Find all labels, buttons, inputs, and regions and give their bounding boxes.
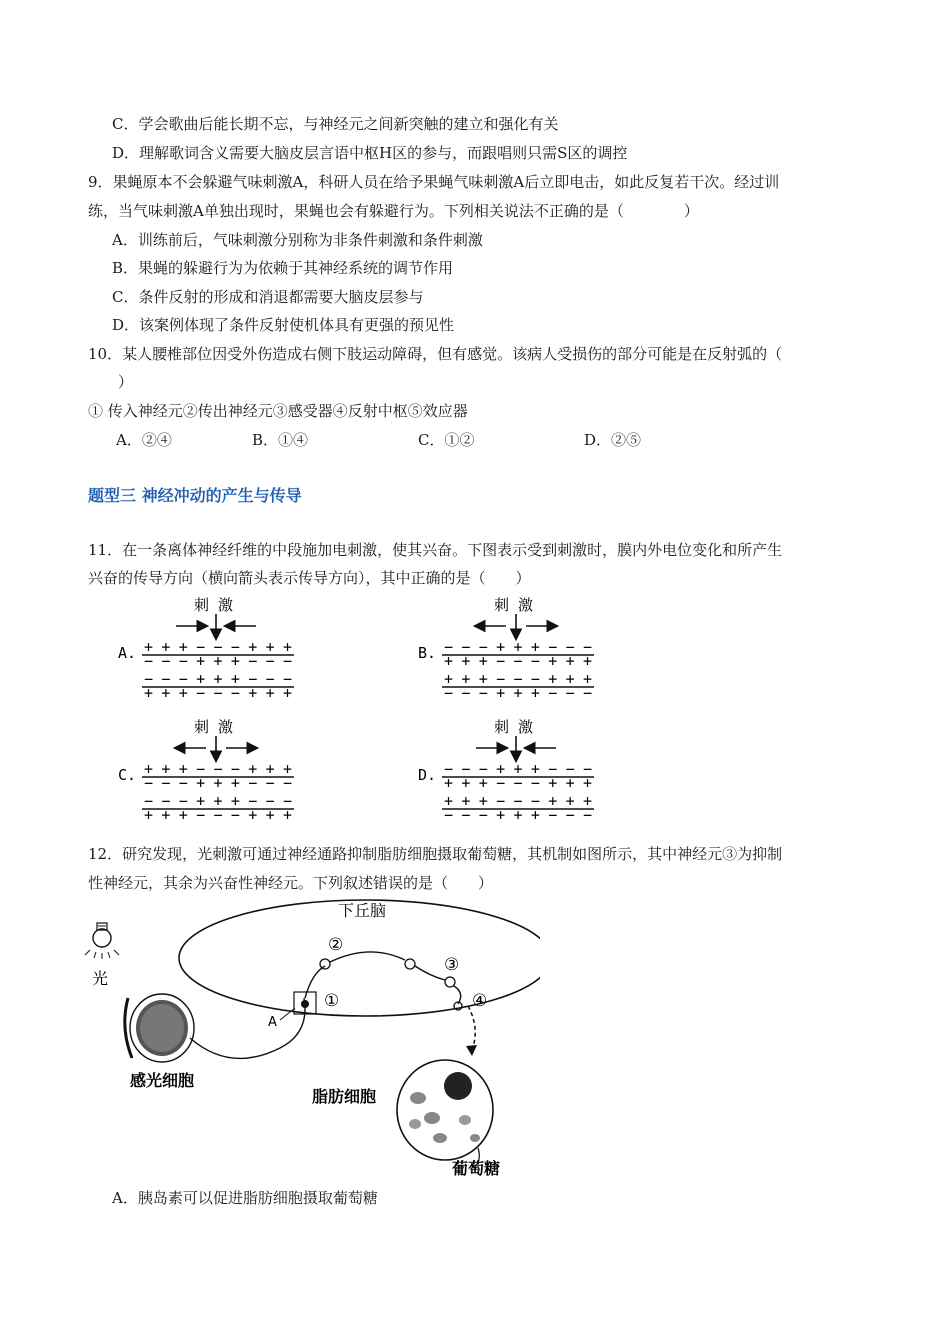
q11-charge-row: −−−+++−−− [144,670,292,688]
q11-membrane-diagrams [0,592,950,837]
q11-stem-line2: 兴奋的传导方向（横向箭头表示传导方向），其中正确的是（ ） [88,569,531,587]
q10-option-a: A．②④ [116,431,172,449]
q9-stem-line2: 练，当气味刺激A单独出现时，果蝇也会有躲避行为。下列相关说法不正确的是（ ） [88,202,699,220]
q11-panel-b [418,596,594,702]
q9-option-d: D．该案例体现了条件反射使机体具有更强的预见性 [112,316,455,334]
q11-charge-row: −−−+++−−− [144,792,292,810]
q11-charge-row: +++−−−+++ [144,760,292,778]
q11-stimulus-label: 刺 激 [194,718,234,736]
q10-stem-line1: 10．某人腰椎部位因受外伤造成右侧下肢运动障碍，但有感觉。该病人受损伤的部分可能是在反射弧的（ [88,345,783,363]
q12-stem-line1: 12．研究发现，光刺激可通过神经通路抑制脂肪细胞摄取葡萄糖，其机制如图所示，其中神经元③为抑制 [88,845,783,863]
q11-charge-row: +++−−−+++ [444,652,592,670]
q10-option-c: C．①② [418,431,475,449]
q9-option-b: B．果蝇的躲避行为为依赖于其神经系统的调节作用 [112,259,454,277]
q10-option-d: D．②⑤ [584,431,642,449]
q11-charge-row: +++−−−+++ [444,792,592,810]
q11-charge-row: −−−+++−−− [444,638,592,656]
q11-stem-line1: 11．在一条离体神经纤维的中段施加电刺激，使其兴奋。下图表示受到刺激时，膜内外电位变化和所产生 [88,541,783,559]
q9-stem-line1: 9．果蝇原本不会躲避气味刺激A，科研人员在给予果蝇气味刺激A后立即电击，如此反复若干次。经过训 [88,173,780,191]
q11-panel-label: D. [418,766,437,784]
q11-charge-row: −−−+++−−− [144,652,292,670]
q11-charge-row: +++−−−+++ [144,638,292,656]
q9-option-a: A．训练前后，气味刺激分别称为非条件刺激和条件刺激 [112,231,483,249]
light-label: 光 [92,969,109,988]
photoreceptor-cell-icon [125,994,194,1062]
q11-panel-label: A. [118,644,137,662]
adipocyte-cell-icon [397,1060,493,1160]
neuron-3-label: ③ [444,955,460,975]
q11-panel-c [118,718,294,824]
q11-charge-row: −−−+++−−− [444,684,592,702]
neuron-4-label: ④ [472,991,488,1011]
q11-stimulus-label: 刺 激 [494,718,534,736]
adipocyte-label: 脂肪细胞 [312,1087,377,1106]
q11-charge-row: +++−−−+++ [144,684,292,702]
light-bulb-icon [85,923,119,959]
q11-charge-row: −−−+++−−− [444,806,592,824]
q11-stimulus-label: 刺 激 [194,596,234,614]
q12-stem-line2: 性神经元，其余为兴奋性神经元。下列叙述错误的是（ ） [88,874,494,892]
q10-option-b: B．①④ [252,431,309,449]
q11-stimulus-label: 刺 激 [494,596,534,614]
q11-charge-row: +++−−−+++ [444,774,592,792]
q11-panel-a [118,596,294,702]
q11-charge-row: −−−+++−−− [444,760,592,778]
q11-charge-row: −−−+++−−− [144,774,292,792]
q11-charge-row: +++−−−+++ [444,670,592,688]
point-a-label: A [268,1015,277,1030]
hypothalamus-label: 下丘脑 [338,901,387,920]
q8-option-c: C．学会歌曲后能长期不忘，与神经元之间新突触的建立和强化有关 [112,115,559,133]
q10-stem-line2: ） [88,373,134,391]
q12-option-a: A．胰岛素可以促进脂肪细胞摄取葡萄糖 [112,1189,378,1207]
q11-panel-label: B. [418,644,437,662]
q12-neural-pathway-diagram [80,898,540,1180]
q11-panel-label: C. [118,766,137,784]
q11-panel-d [418,718,594,824]
neuron-2-label: ② [328,935,344,955]
section-heading: 题型三 神经冲动的产生与传导 [88,486,302,505]
neuron-1-label: ① [324,991,340,1011]
glucose-label: 葡萄糖 [452,1159,501,1178]
q10-items: ① 传入神经元②传出神经元③感受器④反射中枢⑤效应器 [88,402,468,420]
photoreceptor-label: 感光细胞 [130,1071,195,1090]
q9-option-c: C．条件反射的形成和消退都需要大脑皮层参与 [112,288,424,306]
q8-option-d: D．理解歌词含义需要大脑皮层言语中枢H区的参与，而跟唱则只需S区的调控 [112,144,628,162]
q11-charge-row: +++−−−+++ [144,806,292,824]
